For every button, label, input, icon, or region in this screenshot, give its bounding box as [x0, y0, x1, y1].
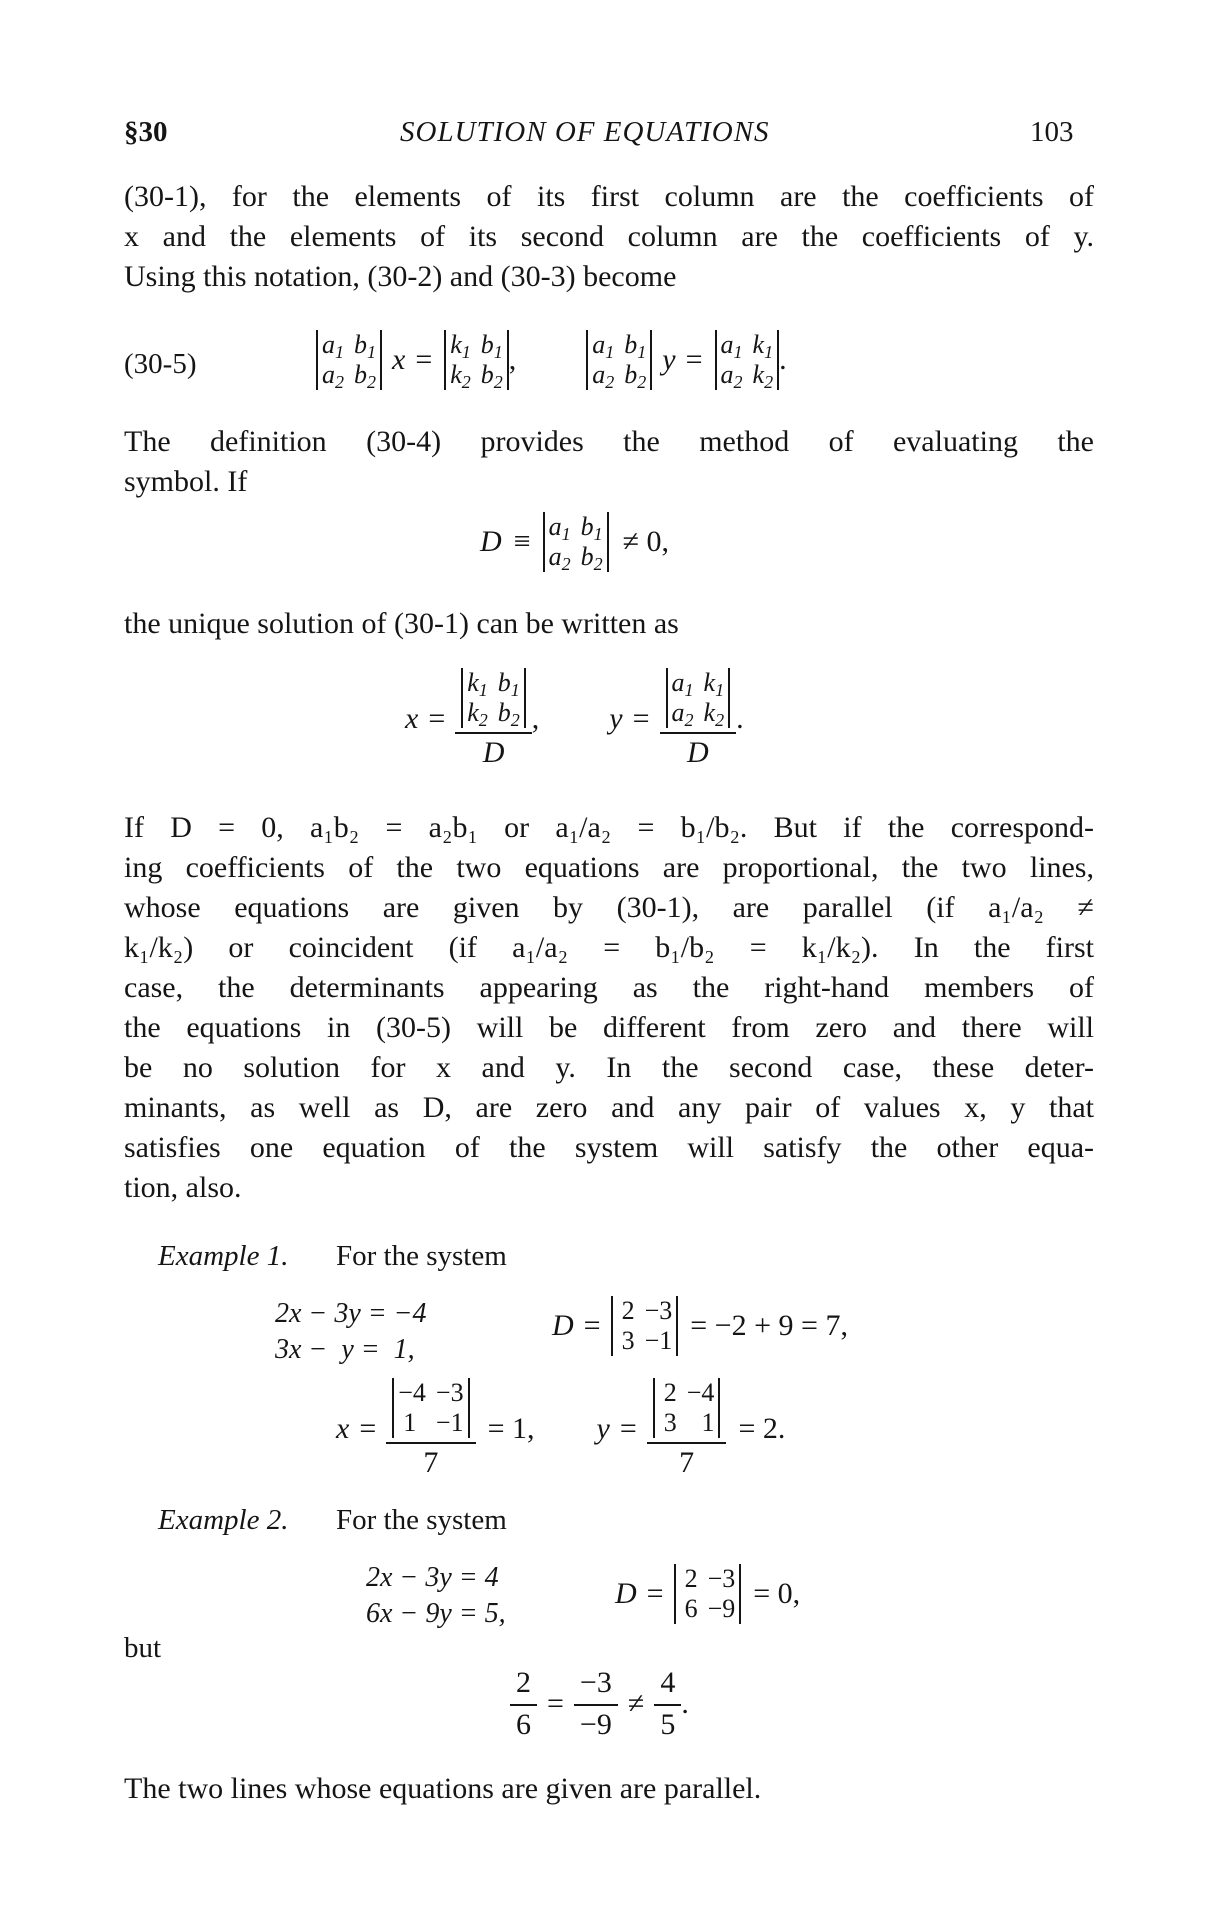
paragraph-definition: [124, 422, 1094, 502]
example-2-intro: For the system: [336, 1504, 507, 1536]
equation-d-definition: D ≡ $a_1$ $b_1$ $a_2$ $b_2$ ≠ 0,: [480, 512, 670, 574]
fraction: $\frac{2}{6}$: [510, 1666, 537, 1742]
text-line: (30-1), for the elements of its first column are the coefficients of: [124, 180, 1094, 213]
text-line: case, the determinants appearing as the right-hand members of: [124, 971, 1094, 1004]
system-equation: 6x − 9y = 5,: [366, 1598, 506, 1629]
text-line: the equations in (30-5) will be different from zero and there will: [124, 1011, 1094, 1044]
text-line: be no solution for x and y. In the second case, these deter-: [124, 1051, 1094, 1084]
determinant: −4 −3 1 −1: [392, 1378, 469, 1438]
determinant: $a_1$ $k_1$ $a_2$ $k_2$: [666, 668, 731, 728]
fraction: $\frac{4}{5}$: [654, 1666, 681, 1742]
conclusion-text: The two lines whose equations are given are parallel.: [124, 1772, 762, 1805]
d-result: = 0,: [753, 1577, 801, 1610]
equation-solution: x = $k_1$ $b_1$ $k_2$ $b_2$ D , y = $a_1$ $k_1$ $a_2$ $k_2$ D .: [405, 668, 744, 769]
text-line: k₁/k₂) or coincident (if a₁/a₂ = b₁/b₂ = k₁/k₂). In the first: [124, 931, 1094, 964]
determinant: 2 −3 6 −9: [674, 1564, 742, 1624]
fraction: $\frac{-3}{-9}$: [574, 1666, 618, 1742]
text-line: the unique solution of (30-1) can be written as: [124, 607, 679, 640]
system-equation: 2x − 3y = −4: [275, 1298, 427, 1329]
y-result: = 2.: [738, 1412, 786, 1445]
text-line: minants, as well as D, are zero and any pair of values x, y that: [124, 1091, 1094, 1124]
example-2-ratio: $\frac{2}{6}$ = $\frac{-3}{-9}$ ≠ $\frac{4}{5}$ .: [510, 1666, 689, 1742]
x-result: = 1,: [487, 1412, 535, 1445]
text-line: symbol. If: [124, 465, 248, 498]
running-title: SOLUTION OF EQUATIONS: [400, 116, 770, 148]
text-line: x and the elements of its second column are the coefficients of y.: [124, 220, 1094, 253]
system-equation: 2x − 3y = 4: [366, 1562, 499, 1593]
equation-label: (30-5): [124, 348, 197, 380]
determinant: $k_1$ $b_1$ $k_2$ $b_2$: [444, 330, 509, 390]
determinant: $k_1$ $b_1$ $k_2$ $b_2$: [461, 668, 526, 728]
text-line: The definition (30-4) provides the method of evaluating the: [124, 425, 1094, 458]
page-number: 103: [1030, 116, 1074, 148]
fraction: 2 −4 3 1 7: [647, 1378, 727, 1480]
text-line: satisfies one equation of the system will satisfy the other equa-: [124, 1131, 1094, 1164]
determinant: $a_1$ $b_1$ $a_2$ $b_2$: [543, 512, 609, 572]
equation-30-5: $a_1$ $b_1$ $a_2$ $b_2$ x = $k_1$ $b_1$ $k_2$ $b_2$ , $a_1$ $b_1$ $a_2$ $b_2$ y = $a_1$ $k_1$ $a_2$ $k_2$ .: [316, 330, 787, 390]
paragraph-intro: [124, 177, 1094, 297]
example-2-label: Example 2.: [158, 1504, 289, 1536]
example-1-label: Example 1.: [158, 1240, 289, 1272]
text-line: tion, also.: [124, 1171, 242, 1204]
determinant: $a_1$ $b_1$ $a_2$ $b_2$: [586, 330, 652, 390]
determinant: $a_1$ $b_1$ $a_2$ $b_2$: [316, 330, 382, 390]
section-number: §30: [124, 116, 168, 148]
example-1-determinant-d: D = 2 −3 3 −1 = −2 + 9 = 7,: [552, 1296, 848, 1355]
text-line: ing coefficients of the two equations are proportional, the two lines,: [124, 851, 1094, 884]
fraction: $k_1$ $b_1$ $k_2$ $b_2$ D: [455, 668, 532, 770]
example-1-intro: For the system: [336, 1240, 507, 1272]
determinant: $a_1$ $k_1$ $a_2$ $k_2$: [715, 330, 780, 390]
fraction: −4 −3 1 −1 7: [386, 1378, 475, 1480]
but-label: but: [124, 1632, 162, 1664]
paragraph-unique-solution: [124, 604, 1094, 644]
example-1-system: [275, 1296, 427, 1368]
text-line: If D = 0, a₁b₂ = a₂b₁ or a₁/a₂ = b₁/b₂. But if the correspond-: [124, 811, 1094, 844]
text-line: whose equations are given by (30-1), are parallel (if a₁/a₂ ≠: [124, 891, 1094, 924]
example-2-system: [366, 1560, 506, 1632]
determinant: 2 −3 3 −1: [611, 1296, 679, 1356]
example-2-determinant-d: D = 2 −3 6 −9 = 0,: [615, 1564, 801, 1623]
determinant: 2 −4 3 1: [653, 1378, 721, 1438]
text-line: Using this notation, (30-2) and (30-3) become: [124, 260, 677, 293]
paragraph-discussion: [124, 808, 1094, 1208]
system-equation: 3x − y = 1,: [275, 1334, 415, 1365]
example-1-solution: x = −4 −3 1 −1 7 = 1, y = 2 −4 3 1 7 = 2.: [336, 1378, 786, 1479]
fraction: $a_1$ $k_1$ $a_2$ $k_2$ D: [660, 668, 737, 770]
d-result: = −2 + 9 = 7,: [690, 1309, 848, 1342]
